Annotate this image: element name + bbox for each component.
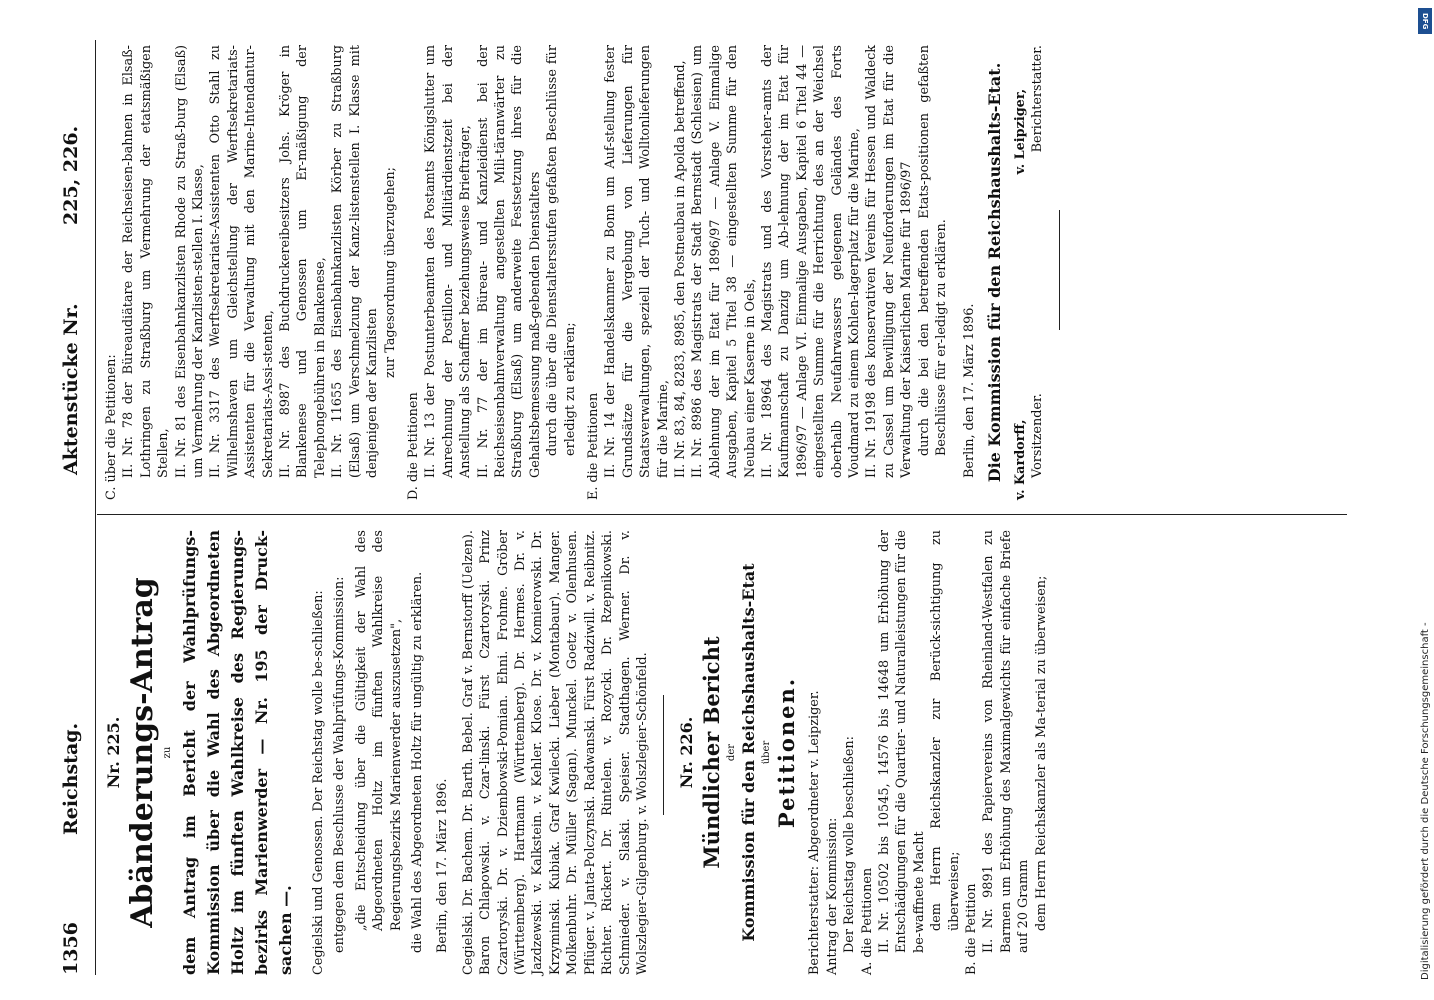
header-center: Aktenstücke Nr. bbox=[60, 303, 82, 475]
header-right: 225, 226. bbox=[60, 125, 82, 225]
doc226-reporter: Berichterstatter: Abgeordneter v. Leipziger. bbox=[807, 690, 823, 975]
signature-block bbox=[1012, 45, 1047, 500]
section-e-item: II. Nr. 19198 des konservativen Vereins für Hessen und Waldeck zu Cassel um Bewilligung der Neuforderungen im Etat für die Verwaltung der Kaiserlichen Marine für 1896/97 bbox=[864, 45, 915, 478]
section-c-item: II. Nr. 11655 des Eisenbahnkanzlisten Körber zu Straßburg (Elsaß) um Verschmelzung der Kanz-listenstellen I. Klasse mit denjenigen der Kanzlisten bbox=[330, 45, 381, 478]
section-c-head: C. über die Petitionen: bbox=[104, 354, 119, 500]
doc225-title: Abänderungs-Antrag bbox=[125, 577, 160, 928]
section-d-head: D. die Petitionen bbox=[405, 392, 421, 500]
doc226-antrag: Antrag der Kommission: bbox=[824, 817, 840, 975]
section-e-item: II. Nr. 8986 des Magistrats der Stadt Bernstadt (Schlesien) um Ablehnung der im Etat für 1896/97 — Anlage V. Einmalige Ausgaben, Kapitel 5 Titel 38 — eingestellten Summe für den Neubau einer Kaserne in Oels, bbox=[690, 45, 758, 478]
column-rule bbox=[97, 514, 1347, 515]
section-c-resolution: zur Tagesordnung überzugehen; bbox=[382, 167, 398, 378]
doc226-petitionen: Petitionen. bbox=[774, 676, 800, 829]
doc226-b-resolution: dem Herrn Reichskanzler als Ma-terial zu überweisen; bbox=[1033, 575, 1049, 931]
digitization-note: Digitalisierung gefördert durch die Deutsche Forschungsgemeinschaft - bbox=[1420, 622, 1431, 980]
doc225-date: Berlin, den 17. März 1896. bbox=[435, 778, 451, 953]
dfg-logo: DFG bbox=[1418, 8, 1432, 34]
chair-role: Vorsitzender. bbox=[1030, 393, 1046, 478]
signature-reporter bbox=[1012, 45, 1047, 174]
left-column bbox=[103, 530, 1050, 975]
doc226-a-text: II. Nr. 10502 bis 10545, 14576 bis 14648 um Erhöhung der Entschädigungen für die Quartier- und Naturalleistungen für die be-waffnete Macht bbox=[876, 530, 927, 953]
doc225-signers: Cegielski. Dr. Bachem. Dr. Barth. Bebel. Graf v. Bernstorff (Uelzen). Baron Chlapowski. v. Czar-linski. Fürst Czartoryski. Prinz Czartoryski. Dr. v. Dziembowski-Pomian. Ehni. Frohme. Gröber (Württemberg). Hartmann (Württemberg). Dr. Hermes. Dr. v. Jazdzewski. v. Kalkstein. v. Kehler. Klose. Dr. v. Komierowski. Dr. Krzyminski. Kubiak. Graf Kwilecki. Lieber (Montabaur). Manger. Molkenbuhr. Dr. Müller (Sagan). Munckel. Goetz v. Olenhusen. Pflüger. v. Janta-Polczynski. Radwanski. Fürst Radziwill. v. Reibnitz. Richter. Rickert. Dr. Rintelen. v. Rozycki. Dr. Rzepnikowski. Schmieder. v. Slaski. Speiser. Stadthagen. Werner. Dr. v. Wolszlegier-Gilgenburg. v. Wolszlegier-Schönfeld. bbox=[460, 530, 650, 975]
doc225-body2: entgegen dem Beschlusse der Wahlprüfungs-Kommission: bbox=[332, 576, 348, 953]
section-d-item: II. Nr. 13 der Postunterbeamten des Postamts Königslutter um Anrechnung der Postillon- und Militärdienstzeit bei der Anstellung als Schaffner beziehungsweise Briefträger, bbox=[423, 45, 474, 478]
reporter-name: v. Leipziger, bbox=[1012, 88, 1028, 175]
section-d-item: II. Nr. 77 der im Büreau- und Kanzleidienst bei der Reichseisenbahnverwaltung angestellten Mili-täranwärter zu Straßburg (Elsaß) um anderweite Festsetzung ihres für die Gehaltsbemessung maß-gebenden Dienstalters bbox=[475, 45, 543, 478]
section-d-resolution: durch die über die Dienstaltersstufen gefaßten Beschlüsse für erledigt zu erklären; bbox=[545, 45, 578, 456]
right-column bbox=[103, 45, 1060, 500]
doc226-der: der bbox=[726, 743, 738, 762]
end-rule bbox=[1059, 210, 1060, 330]
doc226-ueber: über bbox=[761, 740, 773, 765]
doc225-intro: dem Antrag im Bericht der Wahlprüfungs-Kommission über die Wahl des Abgeordneten Holtz im fünften Wahlkreise des Regierungs-bezirks Marienwerder — Nr. 195 der Druck-sachen —. bbox=[180, 530, 295, 975]
doc226-number: Nr. 226. bbox=[677, 716, 697, 789]
section-c-item: II. Nr. 78 der Büreaudiätare der Reichseisen-bahnen in Elsaß-Lothringen zu Straßburg um Vermehrung der etatsmäßigen Stellen, bbox=[121, 45, 172, 478]
doc226-title: Mündlicher Bericht bbox=[699, 636, 725, 869]
header-rule bbox=[95, 40, 96, 975]
doc225-number: Nr. 225. bbox=[104, 716, 123, 789]
doc226-a-resolution: dem Herrn Reichskanzler zur Berück-sichtigung zu überweisen; bbox=[929, 530, 962, 931]
section-e-item: II. Nr. 83, 84, 8283, 8985, den Postneubau in Apolda betreffend, bbox=[673, 60, 688, 478]
section-c-item: II. Nr. 81 des Eisenbahnkanzlisten Rhode zu Straß-burg (Elsaß) um Vermehrung der Kanzlisten-stellen I. Klasse, bbox=[173, 45, 207, 478]
section-e-item: II. Nr. 18964 des Magistrats und des Vorsteher-amts der Kaufmannschaft zu Danzig um Ab-lehnung der im Etat für 1896/97 — Anlage VI. Einmalige Ausgaben, Kapitel 6 Titel 44 — eingestellten Summe für die Herrichtung des an der Weichsel oberhalb Neufahrwassers gelegenen Geländes des Forts Voudmard zu einem Kohlen-lagerplatz für die Marine, bbox=[760, 45, 863, 478]
chair-name: v. Kardorff, bbox=[1012, 419, 1028, 500]
section-e-item: II. Nr. 14 der Handelskammer zu Bonn um Auf-stellung fester Grundsätze für die Vergebung von Lieferungen für Staatsverwaltungen, speziell der Tuch- und Wolltonlieferungen für die Marine, bbox=[603, 45, 671, 478]
report-date: Berlin, den 17. März 1896. bbox=[961, 303, 977, 478]
report-commission: Die Kommission für den Reichshaushalts-Etat. bbox=[984, 62, 1004, 483]
doc226-commission: Kommission für den Reichshaushalts-Etat bbox=[739, 563, 759, 942]
section-e-resolution: durch die bei den betreffenden Etats-positionen gefaßten Beschlüsse für er-ledigt zu erklären. bbox=[916, 45, 950, 456]
doc225-zu: zu bbox=[162, 746, 173, 759]
section-e-head: E. die Petitionen bbox=[585, 392, 601, 500]
doc226-b-text: II. Nr. 9891 des Papiervereins von Rheinland-Westfalen zu Barmen um Erhöhung des Maximalgewichts für einfache Briefe auf 20 Gramm bbox=[981, 530, 1032, 953]
doc-separator bbox=[663, 695, 664, 815]
header-left: Reichstag. bbox=[60, 722, 82, 835]
doc226-a-head: A. die Petitionen bbox=[859, 867, 875, 975]
signature-chair bbox=[1012, 393, 1047, 500]
doc226-beschliessen: Der Reichstag wolle beschließen: bbox=[842, 736, 858, 953]
reporter-role: Berichterstatter. bbox=[1030, 45, 1046, 153]
doc225-body3: die Wahl des Abgeordneten Holtz für ungültig zu erklären. bbox=[410, 571, 426, 953]
document-page bbox=[55, 25, 1355, 985]
page-number: 1356 bbox=[60, 922, 82, 975]
section-c-item: II. Nr. 8987 des Buchdruckereibesitzers Johs. Kröger in Blankenese und Genossen um Er-mäßigung der Telephongebühren in Blankenese, bbox=[278, 45, 328, 478]
doc225-body1: Cegielski und Genossen. Der Reichstag wolle be-schließen: bbox=[311, 590, 326, 975]
doc225-quote: „die Entscheidung über die Gültigkeit der Wahl des Abgeordneten Holtz im fünften Wahlkreise des Regierungsbezirks Marienwerder auszusetzen", bbox=[353, 530, 404, 931]
doc226-b-head: B. die Petition bbox=[963, 883, 979, 975]
section-c-item: II. Nr. 3317 des Werftsekretariats-Assistenten Otto Stahl zu Wilhelmshaven um Gleichstellung der Werftsekretariats-Assistenten für die Verwaltung mit den Marine-Intendantur-Sekretariats-Assi-stenten, bbox=[208, 45, 276, 478]
